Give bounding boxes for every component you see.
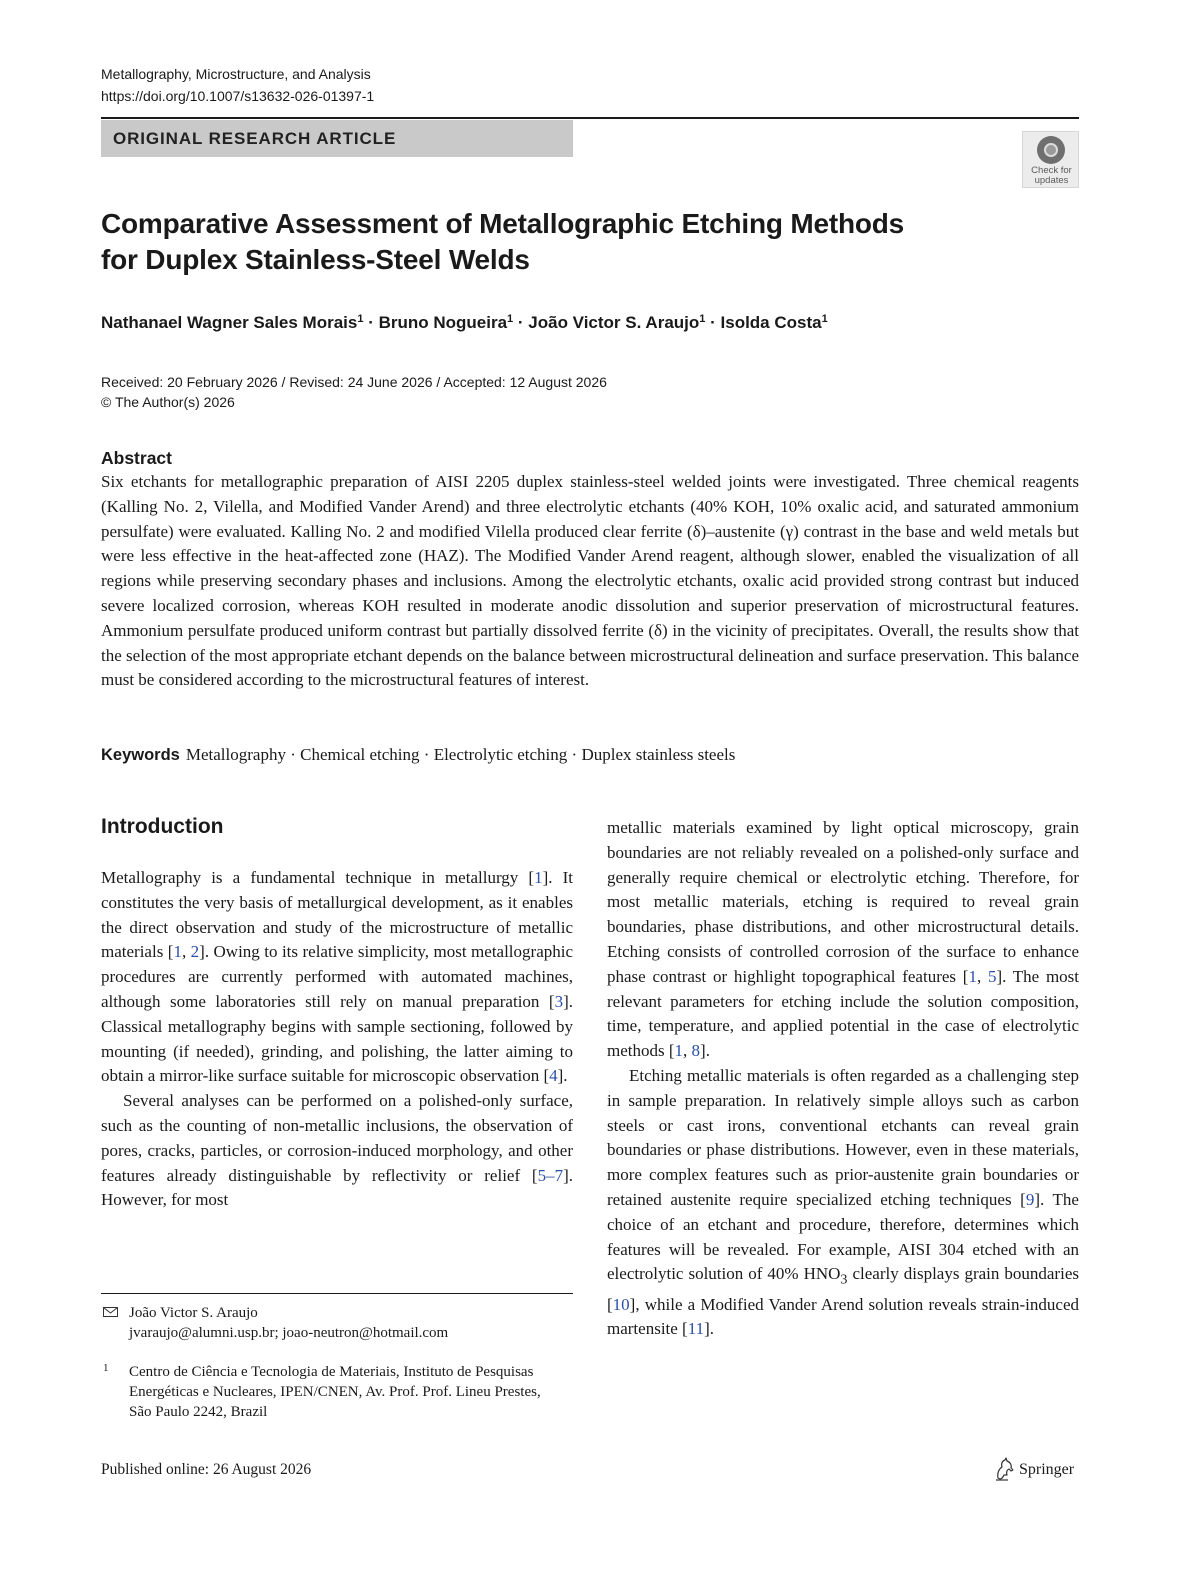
check-updates-label-1: Check for (1031, 165, 1072, 176)
body-text: ]. However, for most (101, 1165, 573, 1210)
introduction-heading: Introduction (101, 815, 224, 838)
corresponding-author-email[interactable]: jvaraujo@alumni.usp.br; joao-neutron@hotmail.com (129, 1325, 449, 1341)
copyright: © The Author(s) 2026 (101, 394, 235, 410)
body-text: ]. (704, 1319, 715, 1339)
affiliation-number: 1 (103, 1362, 109, 1374)
citation-link[interactable]: 1 (173, 942, 182, 962)
body-text: ], while a Modified Vander Arend solution reveals strain-induced martensite [ (607, 1294, 1079, 1339)
author-affiliation-mark: 1 (507, 313, 514, 325)
check-updates-label-2: updates (1034, 175, 1069, 186)
check-updates-icon-inner (1044, 143, 1058, 157)
body-text: , (181, 942, 191, 962)
citation-link[interactable]: 3 (554, 991, 564, 1011)
body-paragraph (607, 1064, 1079, 1342)
author-separator: · (705, 313, 721, 332)
author-affiliation-mark: 1 (821, 313, 828, 325)
author-separator: · (363, 313, 379, 332)
author-affiliation-mark: 1 (357, 313, 364, 325)
envelope-icon (103, 1307, 118, 1317)
body-text: ]. Classical metallography begins with sample sectioning, followed by mounting (if needed), grinding, and polishing, the latter aiming to obtain a mirror-like surface suitable for microscopic observation [ (101, 991, 573, 1086)
body-text: Etching metallic materials is often regarded as a challenging step in sample preparation. In relatively simple alloys such as carbon steels or cast irons, conventional etchants can reveal grain boundaries or phase distributions. However, even in these materials, more complex features such as prior-austenite grain boundaries or retained austenite require specialized etching techniques [ (607, 1065, 1079, 1209)
citation-link[interactable]: 1 (674, 1041, 684, 1061)
keywords-label: Keywords (101, 746, 180, 764)
body-paragraph (101, 1089, 573, 1213)
author-affiliation-mark: 1 (699, 313, 706, 325)
body-text: , (976, 966, 988, 986)
body-text: ]. The most relevant parameters for etching include the solution composition, time, temperature, and applied potential in the case of electrolytic methods [ (607, 966, 1080, 1061)
citation-link[interactable]: 1 (534, 868, 543, 887)
body-paragraph (607, 816, 1079, 1064)
history-dates: Received: 20 February 2026 / Revised: 24 June 2026 / Accepted: 12 August 2026 (101, 374, 607, 390)
left-column (101, 866, 573, 1213)
citation-link[interactable]: 8 (691, 1041, 701, 1061)
body-paragraph (101, 866, 573, 1089)
body-text: ]. (700, 1041, 710, 1061)
body-text: , (683, 1041, 692, 1061)
citation-link[interactable]: 5–7 (537, 1165, 564, 1185)
body-text: clearly displays grain boundaries [ (607, 1264, 1079, 1314)
published-online: Published online: 26 August 2026 (101, 1461, 312, 1478)
author-separator: · (513, 313, 529, 332)
citation-link[interactable]: 4 (549, 1066, 558, 1086)
abstract-text: Six etchants for metallographic preparation of AISI 2205 duplex stainless-steel welded joints were investigated. Three chemical reagents (Kalling No. 2, Vilella, and Modified Vander Arend) and three electrolytic etchants (40% KOH, 10% oxalic acid, and saturated ammonium persulfate) were evaluated. Kalling No. 2 and modified Vilella produced clear ferrite (δ)–austenite (γ) contrast in the base and weld metals but were less effective in the heat-affected zone (HAZ). The Modified Vander Arend reagent, although slower, enabled the visualization of all regions while preserving secondary phases and inclusions. Among the electrolytic etchants, oxalic acid provided strong contrast but induced severe localized corrosion, whereas KOH resulted in moderate anodic dissolution and superior preservation of microstructural features. Ammonium persulfate produced uniform contrast but partially dissolved ferrite (δ) in the vicinity of precipitates. Overall, the results show that the selection of the most appropriate etchant depends on the balance between microstructural delineation and surface preservation. This balance must be considered according to the microstructural features of interest. (101, 472, 1079, 690)
right-column (607, 816, 1079, 1342)
citation-link[interactable]: 1 (968, 966, 977, 986)
affiliation: Centro de Ciência e Tecnologia de Materiais, Instituto de Pesquisas Energéticas e Nucleares, IPEN/CNEN, Av. Prof. Prof. Lineu Prestes, São Paulo 2242, Brazil (129, 1364, 541, 1420)
body-text: ]. The choice of an etchant and procedure, therefore, determines which features will be revealed. For example, AISI 304 etched with an electrolytic solution of 40% HNO (607, 1189, 1079, 1284)
body-text: Several analyses can be performed on a polished-only surface, such as the counting of non-metallic inclusions, the observation of pores, cracks, particles, or corrosion-induced morphology, and other features already distinguishable by reflectivity or relief [ (101, 1091, 573, 1185)
citation-link[interactable]: 11 (687, 1319, 705, 1339)
journal-name: Metallography, Microstructure, and Analysis (101, 66, 371, 82)
body-text: ]. Owing to its relative simplicity, most metallographic procedures are currently performed with automated machines, although some laboratories still rely on manual preparation [ (101, 942, 574, 1011)
footnote-rule (101, 1293, 573, 1294)
publisher-name: Springer (1019, 1461, 1075, 1478)
check-for-updates-badge[interactable] (1022, 131, 1079, 188)
citation-link[interactable]: 9 (1025, 1189, 1035, 1209)
keywords (101, 743, 735, 767)
article-title-line-2: for Duplex Stainless-Steel Welds (101, 244, 530, 275)
corresponding-author-name: João Victor S. Araujo (129, 1305, 258, 1321)
article-title (101, 206, 1001, 278)
author-name[interactable]: Nathanael Wagner Sales Morais (101, 313, 358, 332)
citation-link[interactable]: 2 (190, 942, 200, 962)
keywords-list: Metallography · Chemical etching · Electrolytic etching · Duplex stainless steels (185, 745, 736, 764)
body-text: ]. It constitutes the very basis of metallurgical development, as it enables the direct observation and study of the microstructure of metallic materials [ (101, 868, 573, 962)
body-text: ]. (557, 1066, 568, 1086)
subscript: 3 (840, 1271, 848, 1288)
abstract-heading: Abstract (101, 448, 172, 468)
body-text: metallic materials examined by light optical microscopy, grain boundaries are not reliably revealed on a polished-only surface and generally require chemical or electrolytic etching. Therefore, for most metallic materials, etching is required to reveal grain boundaries, phase distributions, and other microstructural details. Etching consists of controlled corrosion of the surface to enhance phase contrast or highlight topographical features [ (607, 818, 1079, 986)
author-name[interactable]: Isolda Costa (720, 313, 822, 332)
author-name[interactable]: Bruno Nogueira (378, 313, 508, 332)
author-name[interactable]: João Victor S. Araujo (528, 313, 700, 332)
citation-link[interactable]: 10 (612, 1294, 630, 1314)
body-text: Metallography is a fundamental technique in metallurgy [ (101, 868, 535, 887)
doi-link[interactable]: https://doi.org/10.1007/s13632-026-01397-1 (101, 88, 375, 104)
springer-horse-icon (994, 1457, 1016, 1481)
author-list (101, 312, 828, 334)
article-type: ORIGINAL RESEARCH ARTICLE (113, 129, 397, 148)
citation-link[interactable]: 5 (987, 966, 997, 986)
header-rule (101, 117, 1079, 119)
article-title-line-1: Comparative Assessment of Metallographic Etching Methods (101, 208, 905, 239)
